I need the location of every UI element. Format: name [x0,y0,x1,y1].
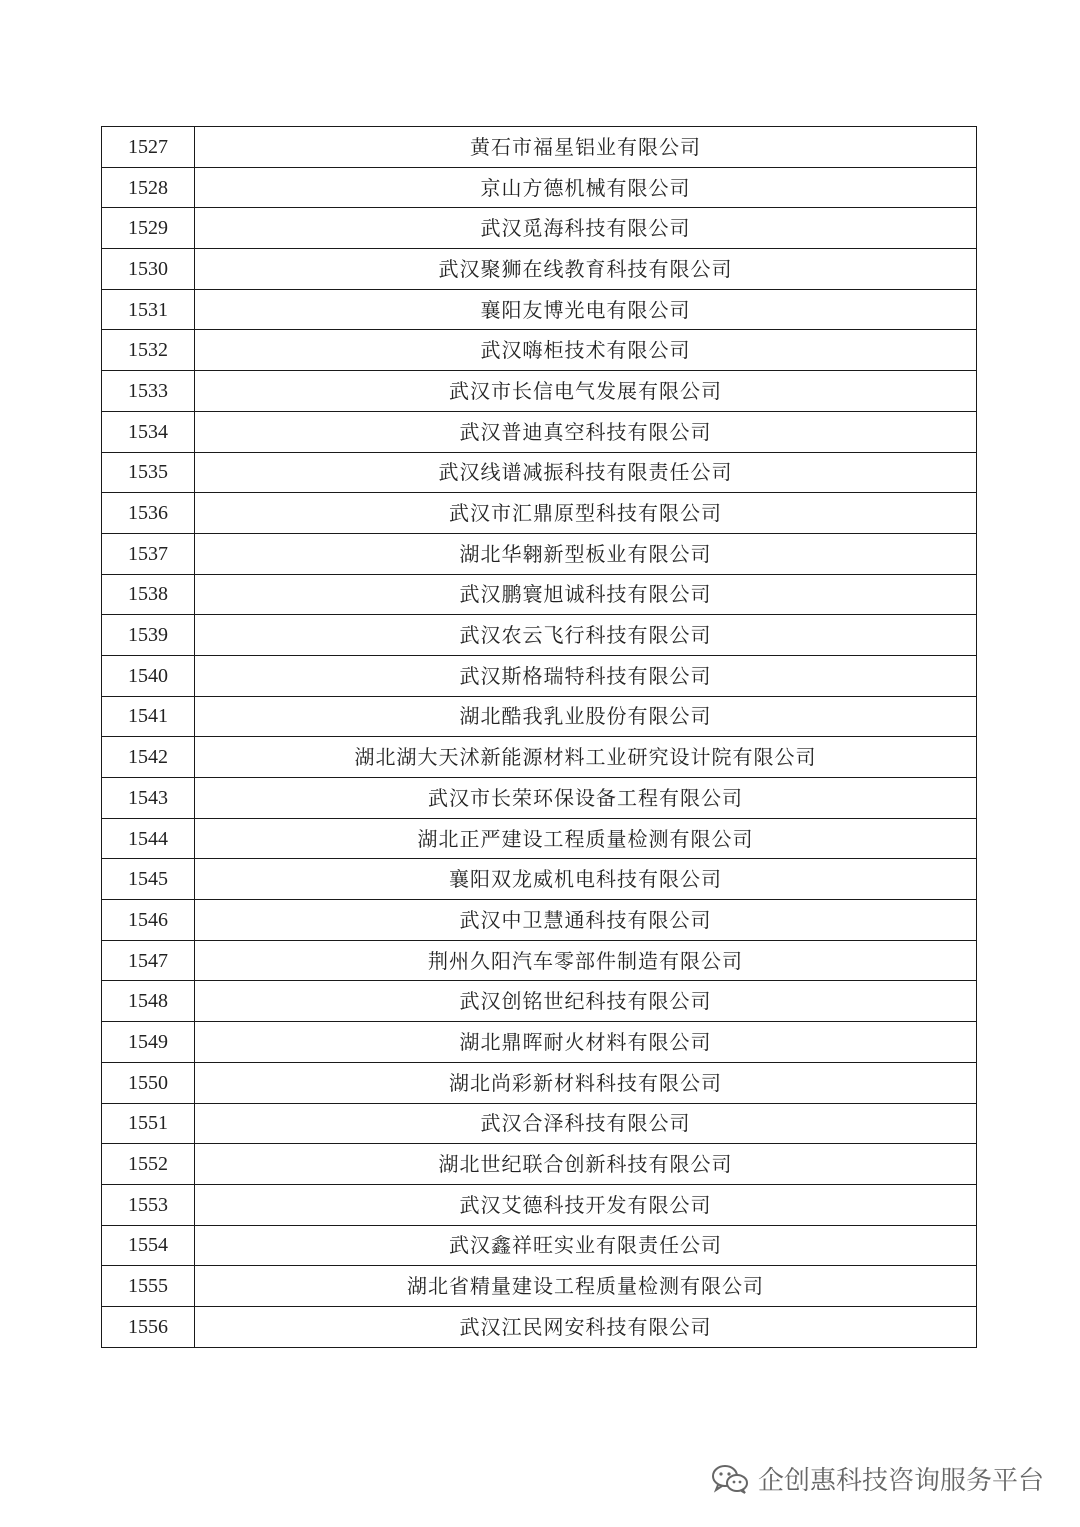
company-name: 湖北尚彩新材料科技有限公司 [195,1062,977,1103]
row-number: 1545 [102,859,195,900]
row-number: 1555 [102,1266,195,1307]
company-name: 武汉线谱减振科技有限责任公司 [195,452,977,493]
company-name: 武汉鹏寰旭诚科技有限公司 [195,574,977,615]
row-number: 1552 [102,1144,195,1185]
row-number: 1527 [102,127,195,168]
table-row [102,574,977,615]
company-name: 湖北酷我乳业股份有限公司 [195,696,977,737]
company-name: 武汉中卫慧通科技有限公司 [195,900,977,941]
row-number: 1531 [102,289,195,330]
table-row [102,1144,977,1185]
row-number: 1539 [102,615,195,656]
company-name: 荆州久阳汽车零部件制造有限公司 [195,940,977,981]
company-name: 武汉江民网安科技有限公司 [195,1306,977,1347]
table-row [102,981,977,1022]
company-name: 武汉斯格瑞特科技有限公司 [195,655,977,696]
table-row [102,1103,977,1144]
row-number: 1547 [102,940,195,981]
company-name: 武汉农云飞行科技有限公司 [195,615,977,656]
company-name: 武汉市长信电气发展有限公司 [195,371,977,412]
watermark [710,1460,1044,1497]
row-number: 1548 [102,981,195,1022]
row-number: 1538 [102,574,195,615]
table-row [102,1266,977,1307]
company-name: 襄阳友博光电有限公司 [195,289,977,330]
row-number: 1541 [102,696,195,737]
row-number: 1530 [102,249,195,290]
company-name: 黄石市福星铝业有限公司 [195,127,977,168]
table-row [102,371,977,412]
table-body [102,127,977,1348]
company-name: 武汉鑫祥旺实业有限责任公司 [195,1225,977,1266]
company-name: 湖北华翱新型板业有限公司 [195,533,977,574]
row-number: 1537 [102,533,195,574]
table-row [102,127,977,168]
row-number: 1549 [102,1022,195,1063]
table-row [102,533,977,574]
table-row [102,1306,977,1347]
table-row [102,411,977,452]
company-name: 武汉合泽科技有限公司 [195,1103,977,1144]
company-list-table [101,126,977,1348]
row-number: 1546 [102,900,195,941]
watermark-text: 企创惠科技咨询服务平台 [757,1466,1044,1496]
company-name: 湖北世纪联合创新科技有限公司 [195,1144,977,1185]
table-row [102,452,977,493]
table-row [102,778,977,819]
row-number: 1536 [102,493,195,534]
company-name: 湖北正严建设工程质量检测有限公司 [195,818,977,859]
company-name: 武汉创铭世纪科技有限公司 [195,981,977,1022]
table-row [102,289,977,330]
table-row [102,615,977,656]
row-number: 1543 [102,778,195,819]
row-number: 1534 [102,411,195,452]
wechat-icon [710,1463,750,1495]
company-name: 武汉普迪真空科技有限公司 [195,411,977,452]
company-name: 武汉觅海科技有限公司 [195,208,977,249]
table-row [102,1062,977,1103]
table-row [102,1184,977,1225]
company-name: 湖北湖大天沭新能源材料工业研究设计院有限公司 [195,737,977,778]
table-row [102,696,977,737]
company-name: 武汉聚狮在线教育科技有限公司 [195,249,977,290]
row-number: 1532 [102,330,195,371]
table-row [102,900,977,941]
row-number: 1528 [102,167,195,208]
company-name: 武汉艾德科技开发有限公司 [195,1184,977,1225]
row-number: 1544 [102,818,195,859]
company-name: 武汉嗨柜技术有限公司 [195,330,977,371]
row-number: 1556 [102,1306,195,1347]
table-row [102,167,977,208]
row-number: 1553 [102,1184,195,1225]
table-row [102,208,977,249]
row-number: 1533 [102,371,195,412]
row-number: 1551 [102,1103,195,1144]
table-row [102,737,977,778]
row-number: 1540 [102,655,195,696]
company-name: 武汉市汇鼎原型科技有限公司 [195,493,977,534]
company-name: 湖北鼎晖耐火材料有限公司 [195,1022,977,1063]
table-row [102,940,977,981]
row-number: 1529 [102,208,195,249]
company-name: 襄阳双龙威机电科技有限公司 [195,859,977,900]
table-row [102,330,977,371]
table-row [102,1225,977,1266]
table-row [102,655,977,696]
row-number: 1550 [102,1062,195,1103]
row-number: 1535 [102,452,195,493]
company-name: 湖北省精量建设工程质量检测有限公司 [195,1266,977,1307]
row-number: 1542 [102,737,195,778]
company-name: 武汉市长荣环保设备工程有限公司 [195,778,977,819]
row-number: 1554 [102,1225,195,1266]
table-row [102,493,977,534]
table-row [102,859,977,900]
table-row [102,1022,977,1063]
table-row [102,249,977,290]
company-name: 京山方德机械有限公司 [195,167,977,208]
table-row [102,818,977,859]
